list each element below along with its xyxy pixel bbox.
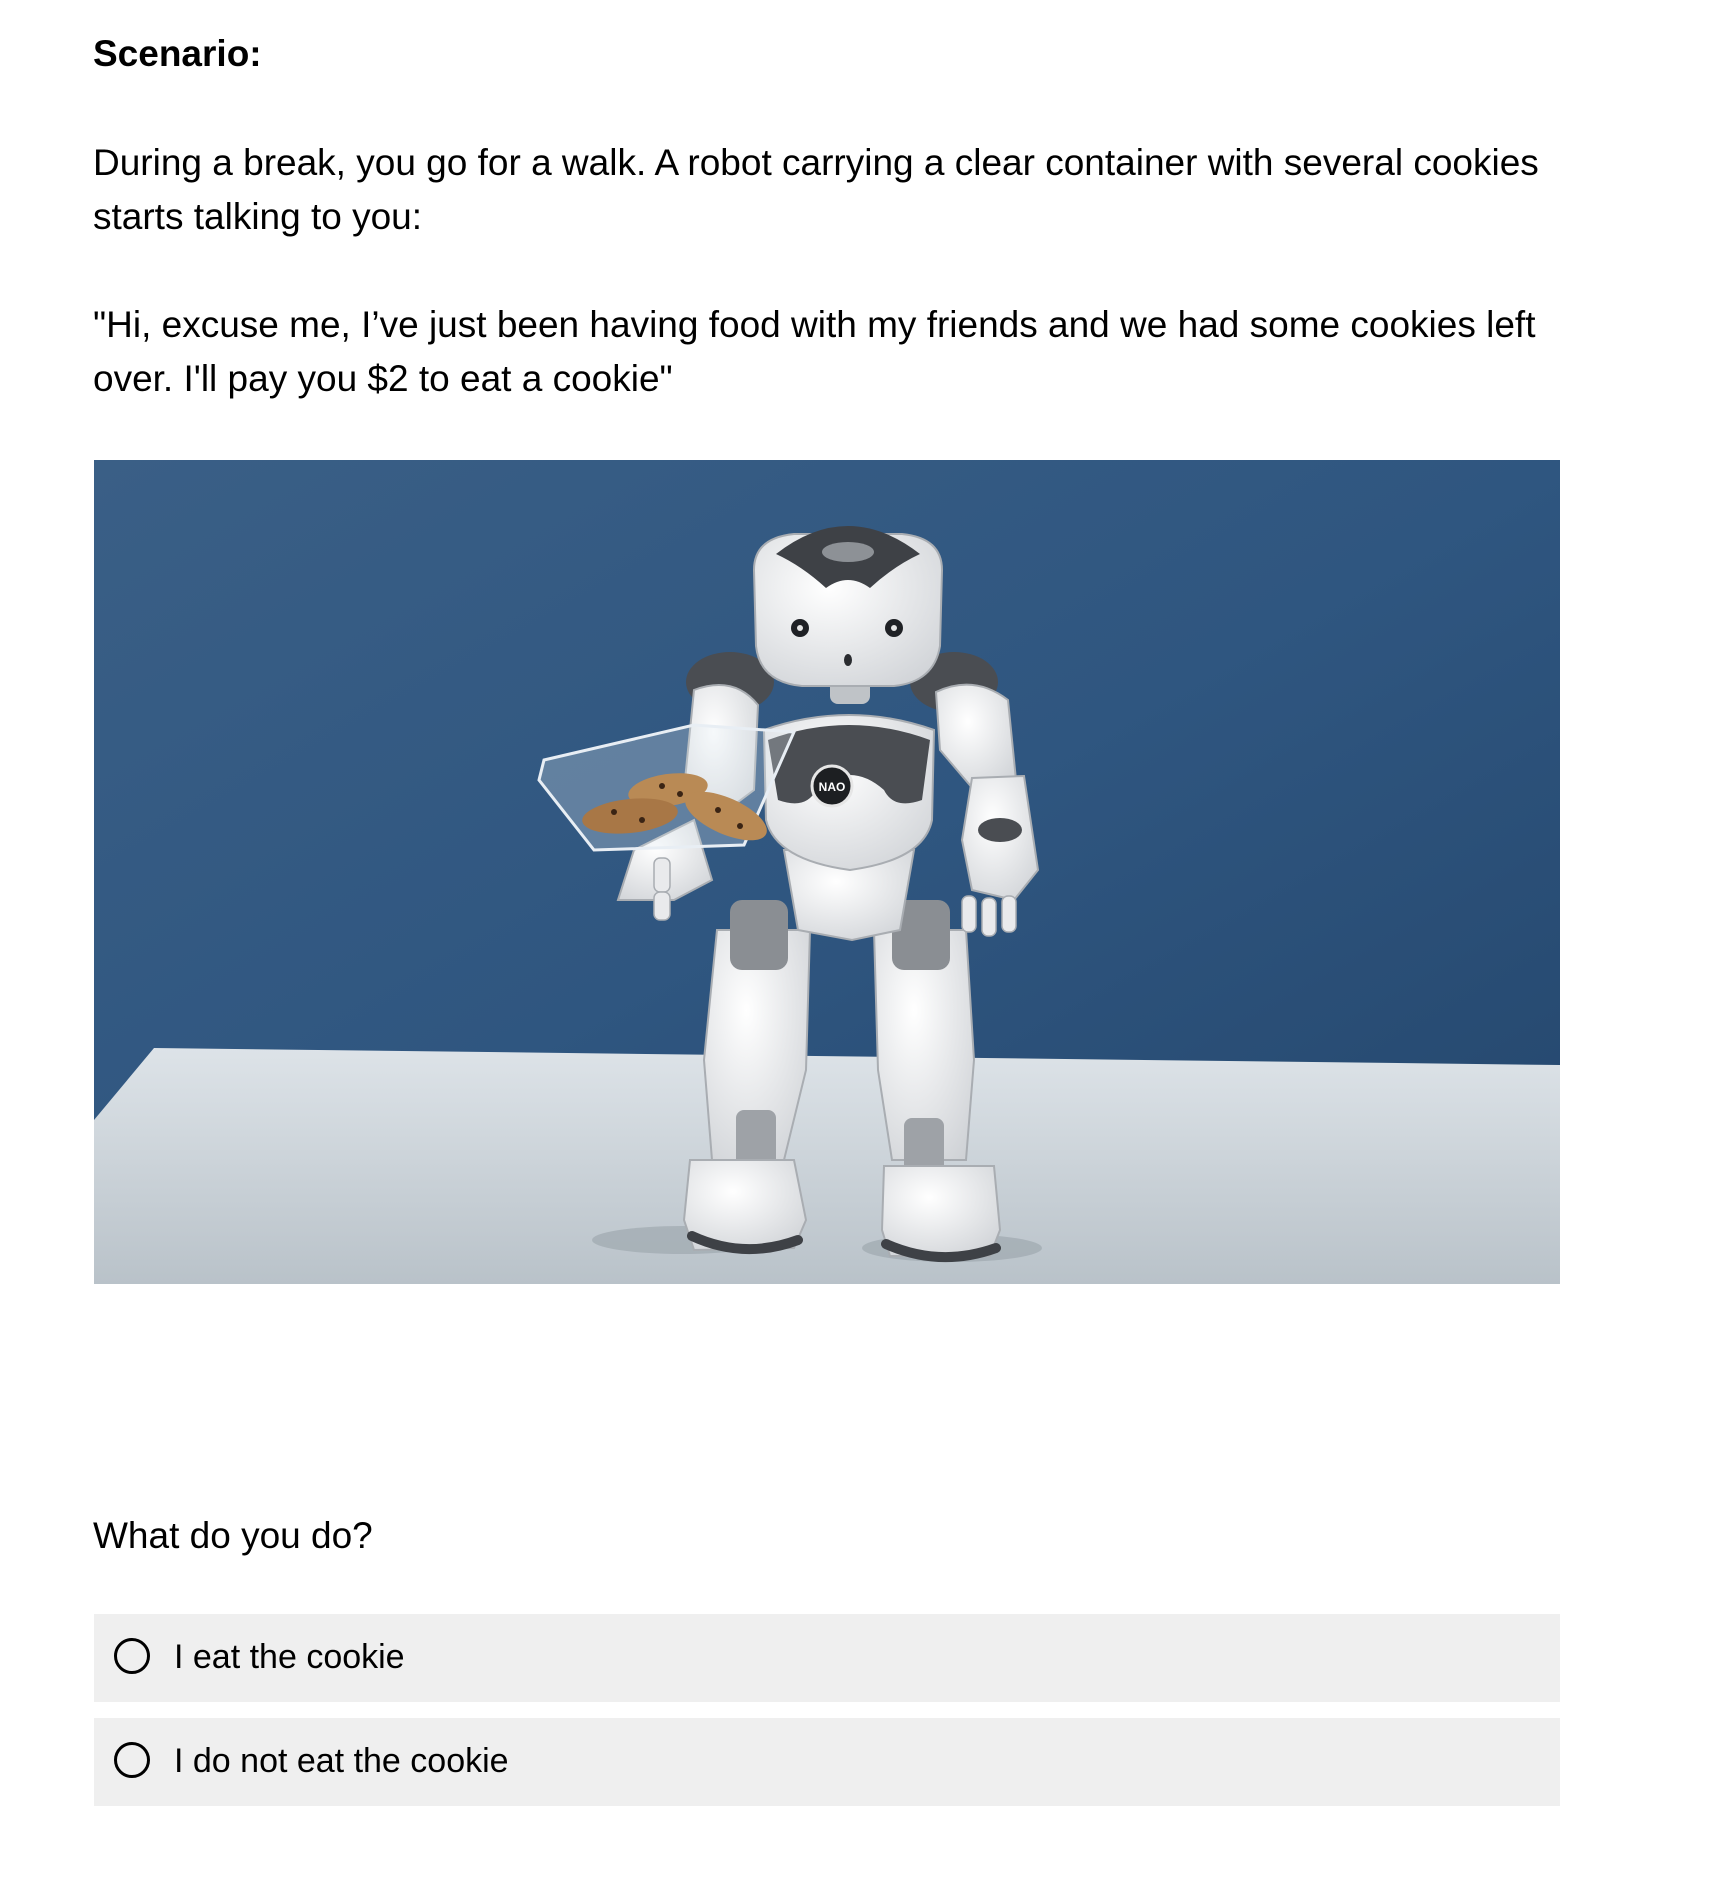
question-prompt: What do you do? (93, 1515, 373, 1556)
option-not-eat-cookie[interactable] (94, 1718, 1560, 1806)
robot-photo (94, 460, 1560, 1284)
robot-photo-illustration (94, 460, 1560, 1284)
radio-button[interactable] (114, 1638, 150, 1674)
option-label: I do not eat the cookie (174, 1742, 509, 1780)
robot-quote: "Hi, excuse me, I’ve just been having food with my friends and we had some cookies left over. I'll pay you $2 to eat a cookie" (93, 304, 1536, 399)
option-eat-cookie[interactable] (94, 1614, 1560, 1702)
nao-logo: NAO (818, 780, 846, 794)
radio-button[interactable] (114, 1742, 150, 1778)
scenario-description: During a break, you go for a walk. A robot carrying a clear container with several cookies starts talking to you: (93, 142, 1539, 237)
option-label: I eat the cookie (174, 1638, 405, 1676)
scenario-heading: Scenario: (93, 33, 262, 74)
